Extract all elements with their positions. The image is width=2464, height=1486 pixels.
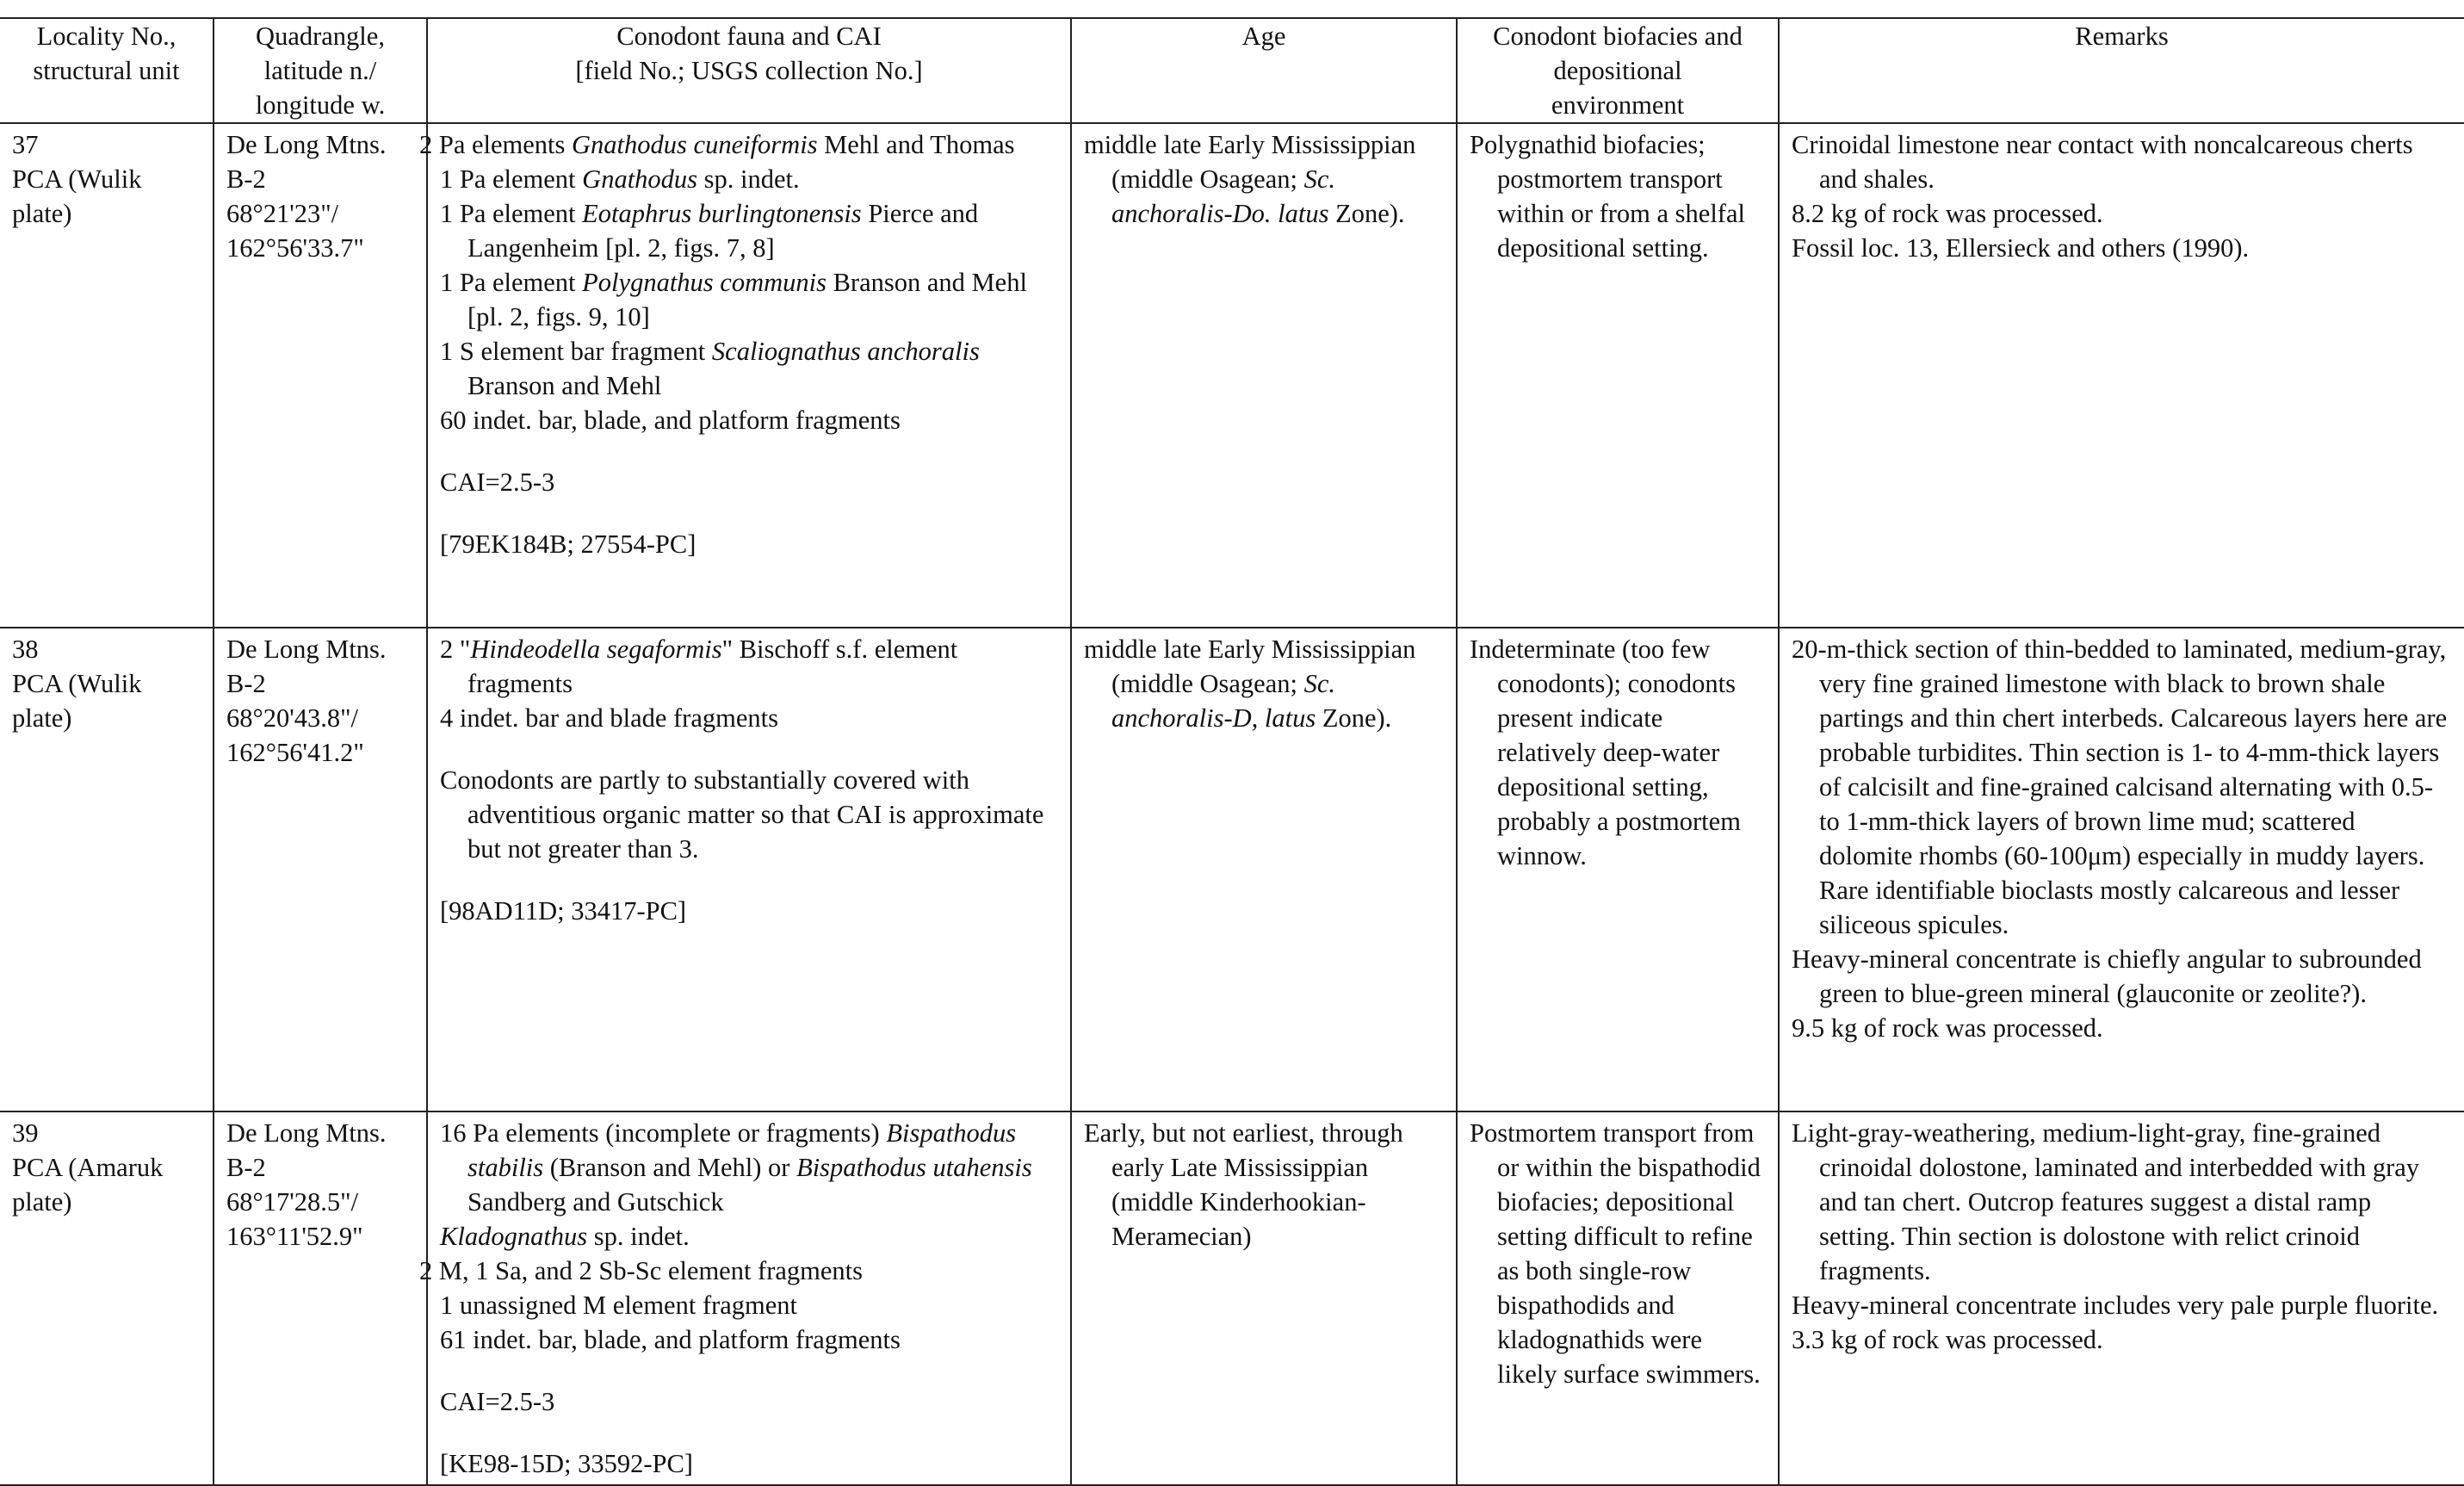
header-fauna: Conodont fauna and CAI [field No.; USGS collection No.] [427, 18, 1071, 123]
header-locality: Locality No., structural unit [0, 18, 214, 123]
cell-locality: 38 PCA (Wulik plate) [0, 628, 214, 1111]
cell-remarks: 20-m-thick section of thin-bedded to laminated, medium-gray, very fine grained limestone with black to brown shale partings and thin chert interbeds. Calcareous layers here are probable turbidites. Thin section is 1- to 4-mm-thick layers of calcisilt and fine-grained calcisand alternating with 0.5- to 1-mm-thick layers of brown lime mud; scattered dolomite rhombs (60-100μm) especially in muddy layers. Rare identifiable bioclasts mostly calcareous and lesser siliceous spicules. Heavy-mineral concentrate is chiefly angular to subrounded green to blue-green mineral (glauconite or zeolite?). 9.5 kg of rock was processed. [1779, 628, 2464, 1111]
cell-biofacies: Polygnathid biofacies; postmortem transport within or from a shelfal depositional setting. [1457, 123, 1779, 628]
fauna-entry: 1 Pa element Eotaphrus burlingtonensis Pierce and Langenheim [pl. 2, figs. 7, 8] [440, 199, 979, 263]
fauna-entry: 1 S element bar fragment Scaliognathus anchoralis Branson and Mehl [440, 337, 980, 400]
header-biofacies: Conodont biofacies and depositional environment [1457, 18, 1779, 123]
fauna-entry: 16 Pa elements (incomplete or fragments) Bispathodus stabilis (Branson and Mehl) or Bispathodus utahensis Sandberg and Gutschick [440, 1118, 1032, 1217]
cell-age: Early, but not earliest, through early Late Mississippian (middle Kinderhookian-Meramecian) [1071, 1111, 1457, 1485]
cell-fauna [427, 628, 1071, 1111]
cell-quadrangle: De Long Mtns. B-2 68°20'43.8"/ 162°56'41.2" [214, 628, 427, 1111]
cell-quadrangle: De Long Mtns. B-2 68°17'28.5"/ 163°11'52.9" [214, 1111, 427, 1485]
cai-value: CAI=2.5-3 [440, 467, 555, 497]
cai-value: CAI=2.5-3 [440, 1387, 555, 1416]
table-row [0, 1111, 2464, 1485]
fauna-entry: 2 "Hindeodella segaformis" Bischoff s.f. element fragments [440, 635, 958, 698]
collection-number: [98AD11D; 33417-PC] [440, 896, 687, 926]
fauna-entry: 4 indet. bar and blade fragments [440, 703, 778, 733]
fauna-note: Conodonts are partly to substantially covered with adventitious organic matter so that CAI is approximate but not greater than 3. [440, 765, 1044, 864]
fauna-entry: 60 indet. bar, blade, and platform fragments [440, 406, 901, 435]
cell-quadrangle: De Long Mtns. B-2 68°21'23"/ 162°56'33.7" [214, 123, 427, 628]
cell-remarks: Light-gray-weathering, medium-light-gray, fine-grained crinoidal dolostone, laminated and interbedded with gray and tan chert. Outcrop features suggest a distal ramp setting. Thin section is dolostone with relict crinoid fragments. Heavy-mineral concentrate includes very pale purple fluorite. 3.3 kg of rock was processed. [1779, 1111, 2464, 1485]
fauna-entry: 1 Pa element Gnathodus sp. indet. [440, 164, 800, 194]
table-row [0, 123, 2464, 628]
cell-age: middle late Early Mississippian (middle Osagean; Sc. anchoralis-D, latus Zone). [1071, 628, 1457, 1111]
cell-remarks: Crinoidal limestone near contact with noncalcareous cherts and shales. 8.2 kg of rock was processed. Fossil loc. 13, Ellersieck and others (1990). [1779, 123, 2464, 628]
fauna-entry: 2 M, 1 Sa, and 2 Sb-Sc element fragments [419, 1256, 864, 1285]
fauna-entry: Kladognathus sp. indet. [440, 1222, 690, 1251]
cell-locality: 37 PCA (Wulik plate) [0, 123, 214, 628]
conodont-data-table [0, 17, 2464, 1486]
cell-age: middle late Early Mississippian (middle Osagean; Sc. anchoralis-Do. latus Zone). [1071, 123, 1457, 628]
cell-locality: 39 PCA (Amaruk plate) [0, 1111, 214, 1485]
header-quadrangle: Quadrangle, latitude n./ longitude w. [214, 18, 427, 123]
fauna-entry: 1 unassigned M element fragment [440, 1291, 798, 1320]
header-row [0, 18, 2464, 123]
cell-fauna [419, 1111, 1071, 1485]
table-row [0, 628, 2464, 1111]
fauna-entry: 1 Pa element Polygnathus communis Branson and Mehl [pl. 2, figs. 9, 10] [440, 268, 1027, 331]
fauna-entry: 2 Pa elements Gnathodus cuneiformis Mehl and Thomas [419, 130, 1015, 159]
cell-biofacies: Indeterminate (too few conodonts); conodonts present indicate relatively deep-water depositional setting, probably a postmortem winnow. [1457, 628, 1779, 1111]
cell-biofacies: Postmortem transport from or within the bispathodid biofacies; depositional setting difficult to refine as both single-row bispathodids and kladognathids were likely surface swimmers. [1457, 1111, 1779, 1485]
collection-number: [KE98-15D; 33592-PC] [440, 1449, 693, 1478]
cell-fauna [419, 123, 1071, 628]
header-age: Age [1071, 18, 1457, 123]
collection-number: [79EK184B; 27554-PC] [440, 529, 696, 559]
fauna-entry: 61 indet. bar, blade, and platform fragments [440, 1325, 901, 1354]
header-remarks: Remarks [1779, 18, 2464, 123]
